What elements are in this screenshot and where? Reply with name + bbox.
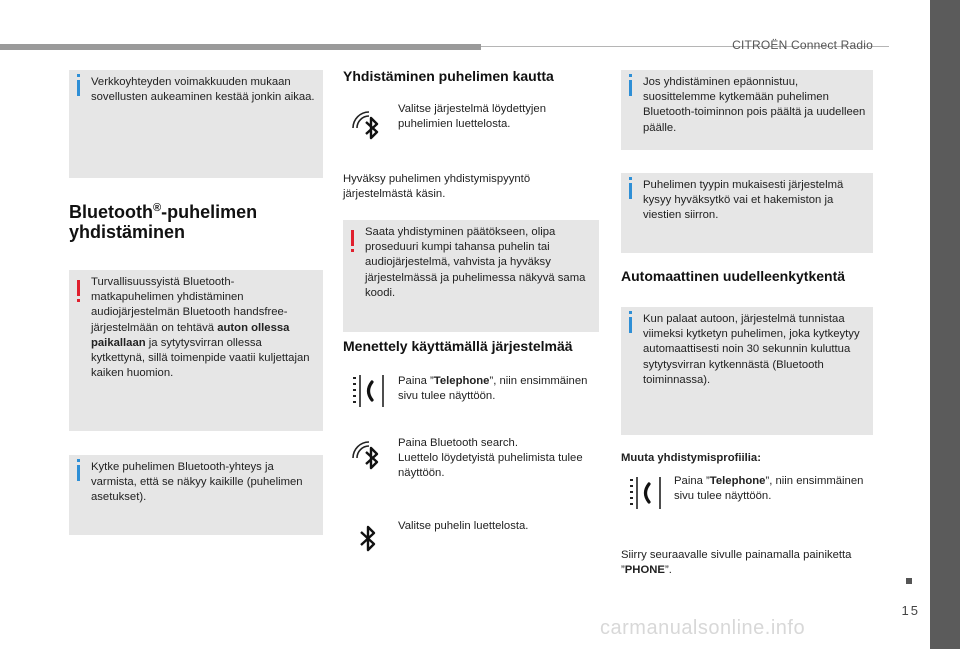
step-text: Valitse järjestelmä löydettyjen puhelimien luettelosta. (398, 103, 546, 131)
info-icon (629, 80, 632, 96)
info-box (69, 70, 323, 178)
telephone-icon (627, 474, 663, 512)
paragraph: Hyväksy puhelimen yhdistymispyyntö järjestelmästä käsin. (343, 173, 531, 201)
paragraph: Siirry seuraavalle sivulle painamalla painiketta ”PHONE”. (621, 549, 852, 577)
subtitle: Muuta yhdistymisprofiilia: (621, 452, 761, 464)
bluetooth-icon (357, 522, 379, 556)
info-icon (629, 183, 632, 199)
info-icon (77, 80, 80, 96)
info-icon (77, 465, 80, 481)
page-number: 15 (901, 603, 920, 618)
watermark: carmanualsonline.info (600, 617, 806, 639)
info-icon (629, 317, 632, 333)
info-box (69, 455, 323, 535)
info-box (621, 307, 873, 435)
info-text: Kytke puhelimen Bluetooth-yhteys ja varmista, että se näkyy kaikille (puhelimen asetukset). (91, 461, 303, 504)
info-text: Verkkoyhteyden voimakkuuden mukaan sovellusten aukeaminen kestää jonkin aikaa. (91, 76, 315, 104)
warning-icon (77, 280, 80, 296)
bluetooth-search-icon (347, 106, 387, 146)
warning-icon (351, 230, 354, 246)
step-text: Paina ”Telephone”, niin ensimmäinen sivu tulee näyttöön. (674, 475, 864, 503)
telephone-icon (350, 372, 386, 410)
bluetooth-search-icon (347, 436, 387, 476)
warning-box: Turvallisuussyistä Bluetooth-matkapuhelimen yhdistäminen audiojärjestelmän Bluetooth handsfree-järjestelmään on tehtävä auton ollessa paikallaan ja sytytysvirran ollessa kytkettynä, sillä toimenpide vaatii kuljettajan kaiken huomion. (69, 270, 323, 431)
step-text: Paina Bluetooth search. Luettelo löydetyistä puhelimista tulee näyttöön. (398, 437, 583, 480)
section-title: Automaattinen uudelleenkytkentä (621, 268, 846, 284)
info-text: Jos yhdistäminen epäonnistuu, suosittelemme kytkemään puhelimen Bluetooth-toiminnon pois päältä ja uudelleen päälle. (643, 76, 866, 134)
header-rule (0, 44, 481, 50)
info-box (621, 70, 873, 150)
page-marker (906, 578, 912, 584)
warning-box: Saata yhdistyminen päätökseen, olipa proseduuri kumpi tahansa puhelin tai audiojärjestelmä, vahvista ja hyväksy järjestelmässä ja puhelimessa näkyvä sama koodi. (343, 220, 599, 332)
section-title: Menettely käyttämällä järjestelmää (343, 338, 573, 354)
info-text: Kun palaat autoon, järjestelmä tunnistaa viimeksi kytketyn puhelimen, joka kytkeytyy automaattisesti noin 30 sekunnin kuluttua sytytysvirran kytkennästä (Bluetooth toiminnassa). (643, 313, 860, 386)
info-box (621, 173, 873, 253)
info-text: Puhelimen tyypin mukaisesti järjestelmä kysyy hyväksytkö vai et hakemiston ja viestien siirron. (643, 179, 844, 222)
step-text: Paina ”Telephone”, niin ensimmäinen sivu tulee näyttöön. (398, 375, 588, 403)
section-title: Bluetooth®-puhelimen yhdistäminen (69, 202, 258, 242)
page-sidebar (930, 0, 960, 649)
section-title: Yhdistäminen puhelimen kautta (343, 68, 554, 84)
page-header-title: CITROËN Connect Radio (732, 38, 873, 52)
step-text: Valitse puhelin luettelosta. (398, 520, 529, 532)
